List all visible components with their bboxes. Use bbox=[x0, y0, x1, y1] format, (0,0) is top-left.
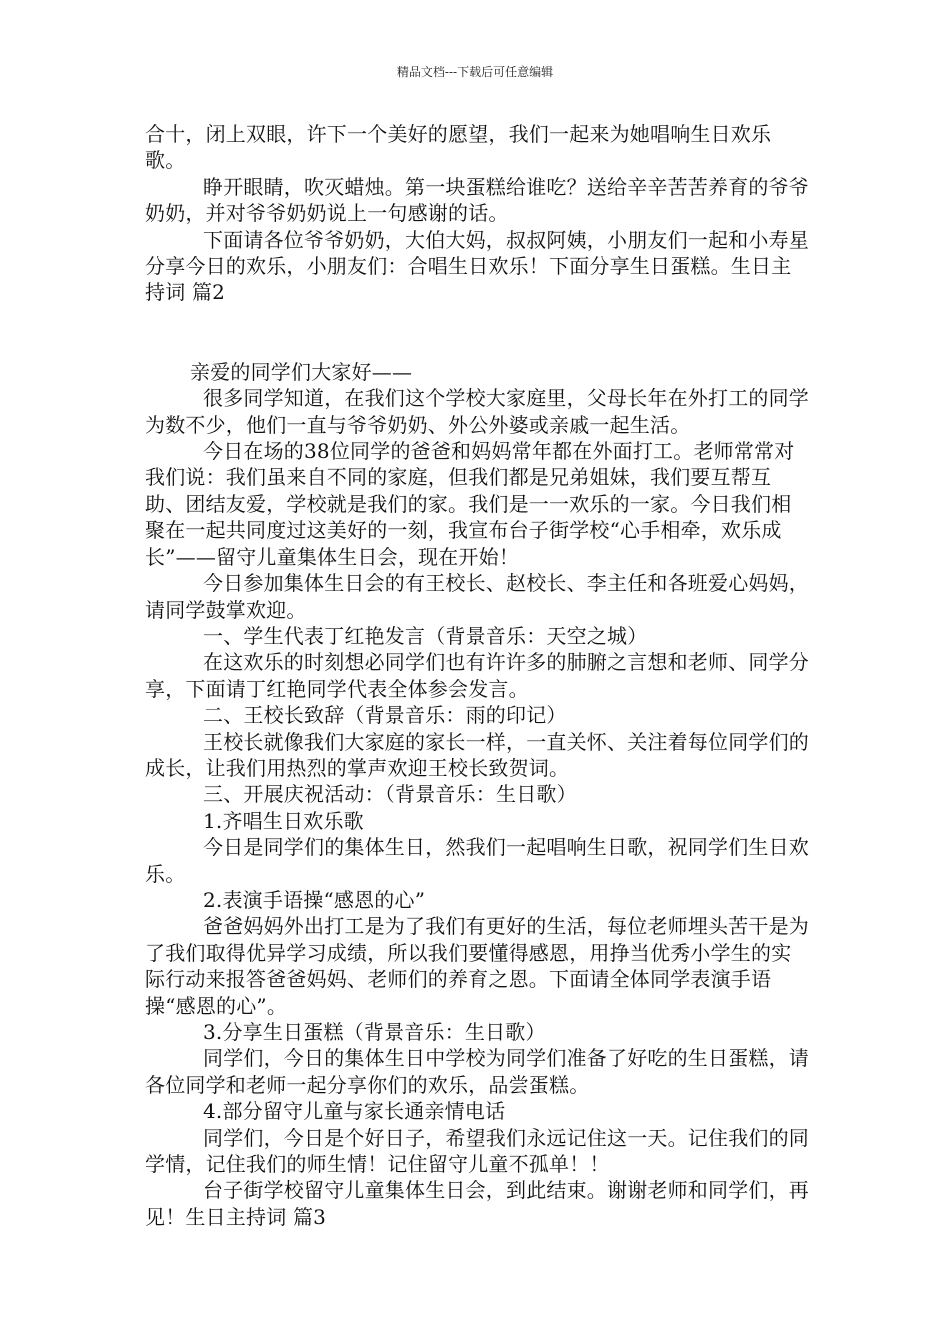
paragraph: 合十，闭上双眼，许下一个美好的愿望，我们一起来为她唱响生日欢乐歌。 bbox=[145, 122, 772, 173]
list-item-heading: 3.分享生日蛋糕（背景音乐：生日歌） bbox=[203, 1020, 546, 1044]
document-body bbox=[145, 121, 810, 1230]
section-gap bbox=[145, 306, 810, 359]
greeting: 亲爱的同学们大家好—— bbox=[190, 359, 413, 384]
section-heading: 三、开展庆祝活动：（背景音乐：生日歌） bbox=[203, 782, 577, 807]
paragraph: 爸爸妈妈外出打工是为了我们有更好的生活，每位老师埋头苦干是为了我们取得优异学习成绩，所以我们要懂得感恩，用挣当优秀小学生的实际行动来报答爸爸妈妈、老师们的养育之恩。下面请全体同学表演手语操“感恩的心”。 bbox=[145, 914, 809, 1018]
paragraph: 同学们，今日的集体生日中学校为同学们准备了好吃的生日蛋糕，请各位同学和老师一起分享你们的欢乐，品尝蛋糕。 bbox=[145, 1046, 809, 1097]
paragraph: 台子街学校留守儿童集体生日会，到此结束。谢谢老师和同学们，再见！生日主持词 篇3 bbox=[145, 1178, 809, 1229]
paragraph: 今日参加集体生日会的有王校长、赵校长、李主任和各班爱心妈妈，请同学鼓掌欢迎。 bbox=[145, 571, 809, 622]
list-item-heading: 1.齐唱生日欢乐歌 bbox=[203, 808, 364, 833]
section-heading: 二、王校长致辞（背景音乐：雨的印记） bbox=[203, 703, 567, 728]
section-heading: 一、学生代表丁红艳发言（背景音乐：天空之城） bbox=[203, 623, 648, 648]
page-header: 精品文档---下载后可任意编辑 bbox=[396, 65, 554, 79]
paragraph: 很多同学知道，在我们这个学校大家庭里，父母长年在外打工的同学为数不少，他们一直与爷爷奶奶、外公外婆或亲戚一起生活。 bbox=[145, 386, 809, 437]
list-item-heading: 4.部分留守儿童与家长通亲情电话 bbox=[203, 1099, 506, 1124]
paragraph: 在这欢乐的时刻想必同学们也有许许多的肺腑之言想和老师、同学分享，下面请丁红艳同学代表全体参会发言。 bbox=[145, 650, 809, 701]
paragraph: 下面请各位爷爷奶奶，大伯大妈，叔叔阿姨，小朋友们一起和小寿星分享今日的欢乐，小朋友们：合唱生日欢乐！下面分享生日蛋糕。生日主持词 篇2 bbox=[145, 227, 809, 305]
paragraph: 今日在场的38位同学的爸爸和妈妈常年都在外面打工。老师常常对我们说：我们虽来自不同的家庭，但我们都是兄弟姐妹，我们要互帮互助、团结友爱，学校就是我们的家。我们是一一欢乐的一家。今日我们相聚在一起共同度过这美好的一刻，我宣布台子街学校“心手相牵，欢乐成长”——留守儿童集体生日会，现在开始！ bbox=[145, 439, 795, 569]
paragraph: 王校长就像我们大家庭的家长一样，一直关怀、关注着每位同学们的成长，让我们用热烈的掌声欢迎王校长致贺词。 bbox=[145, 729, 809, 780]
paragraph: 今日是同学们的集体生日，然我们一起唱响生日歌，祝同学们生日欢乐。 bbox=[145, 835, 809, 886]
paragraph: 同学们，今日是个好日子，希望我们永远记住这一天。记住我们的同学情，记住我们的师生情！记住留守儿童不孤单！！ bbox=[145, 1125, 809, 1177]
paragraph: 睁开眼睛，吹灭蜡烛。第一块蛋糕给谁吃？送给辛辛苦苦养育的爷爷奶奶，并对爷爷奶奶说上一句感谢的话。 bbox=[145, 174, 809, 226]
list-item-heading: 2.表演手语操“感恩的心” bbox=[203, 887, 426, 912]
